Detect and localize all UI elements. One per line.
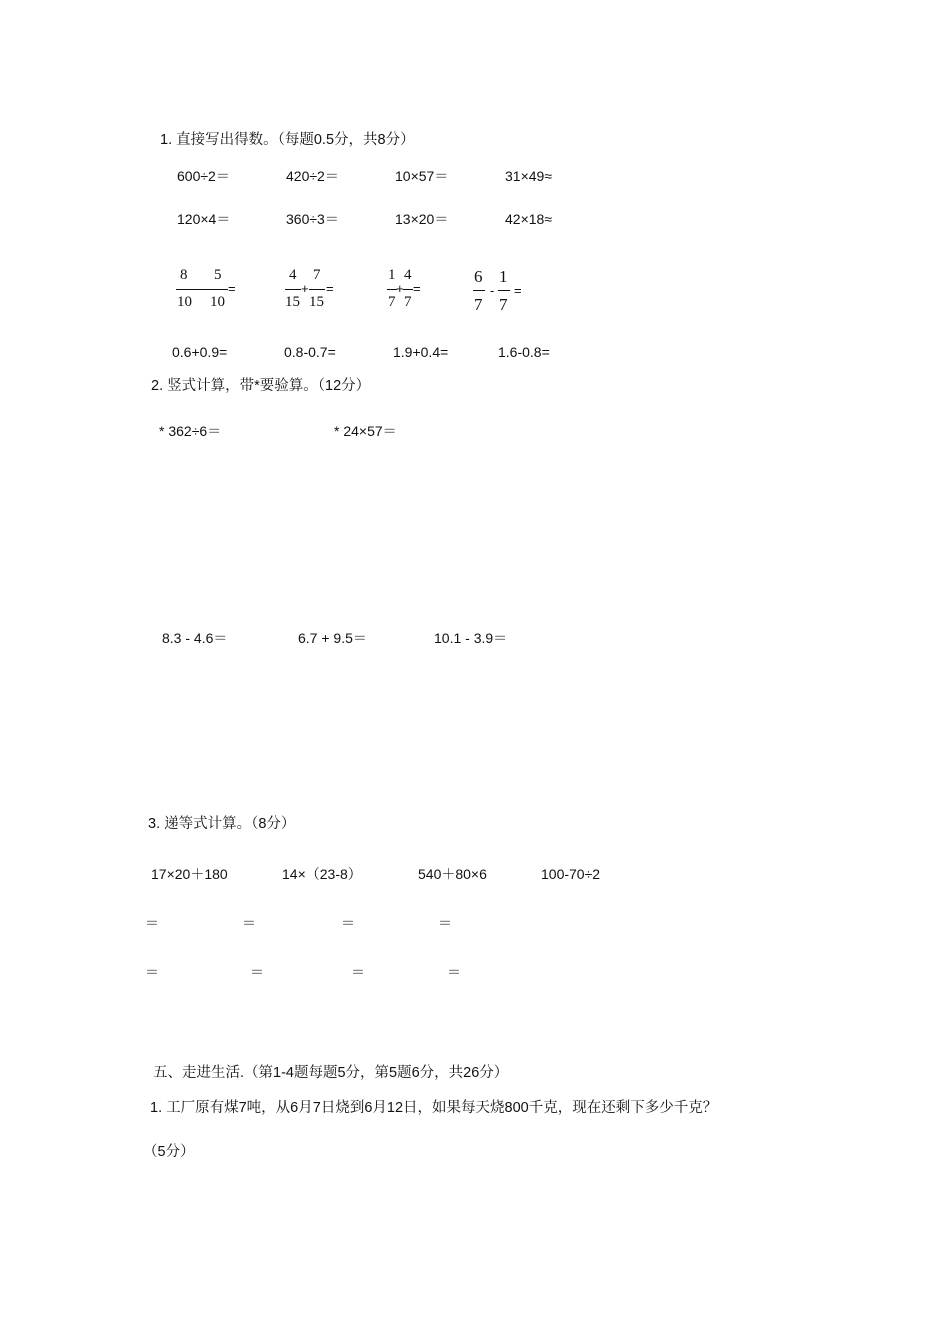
problem: 31×49≈ bbox=[505, 168, 553, 184]
numerator: 1 bbox=[499, 267, 508, 286]
problem: 0.8-0.7= bbox=[284, 344, 336, 360]
problem: * 362÷6＝ bbox=[159, 423, 222, 439]
word-problem-1-score: （5分） bbox=[143, 1144, 195, 1160]
problem: 420÷2＝ bbox=[286, 168, 339, 184]
expression: 100-70÷2 bbox=[541, 866, 601, 882]
problem: * 24×57＝ bbox=[334, 423, 397, 439]
numerator: 4 bbox=[404, 267, 412, 283]
equals-sign: ＝ bbox=[438, 915, 452, 931]
denominator: 15 bbox=[285, 294, 300, 310]
equals-sign: = bbox=[514, 283, 522, 298]
problem: 120×4＝ bbox=[177, 211, 231, 227]
numerator: 4 bbox=[289, 267, 297, 283]
equals-sign: = bbox=[326, 281, 334, 296]
equals-sign: ＝ bbox=[341, 915, 355, 931]
equals-sign: ＝ bbox=[351, 964, 365, 980]
equals-sign: ＝ bbox=[447, 964, 461, 980]
fraction-problem bbox=[284, 268, 354, 312]
equals-sign: = bbox=[228, 281, 236, 296]
section-2-heading: 2. 竖式计算，带*要验算。（12分） bbox=[151, 378, 371, 394]
denominator: 7 bbox=[474, 295, 483, 314]
problem: 13×20＝ bbox=[395, 211, 449, 227]
section-3-heading: 3. 递等式计算。（8分） bbox=[148, 816, 296, 832]
denominator: 10 bbox=[177, 294, 192, 310]
equals-sign: ＝ bbox=[145, 964, 159, 980]
operator: + bbox=[396, 281, 404, 296]
numerator: 5 bbox=[214, 267, 222, 283]
word-problem-1: 1. 工厂原有煤7吨，从6月7日烧到6月12日，如果每天烧800千克，现在还剩下多少千克？ bbox=[150, 1100, 718, 1116]
problem: 6.7 + 9.5＝ bbox=[298, 630, 367, 646]
numerator: 6 bbox=[474, 267, 483, 286]
problem: 8.3 - 4.6＝ bbox=[162, 630, 228, 646]
fraction-problem bbox=[472, 268, 532, 314]
denominator: 7 bbox=[404, 294, 412, 310]
expression: 17×20＋180 bbox=[151, 866, 228, 882]
expression: 540＋80×6 bbox=[418, 866, 487, 882]
problem: 1.9+0.4= bbox=[393, 344, 449, 360]
problem: 10.1 - 3.9＝ bbox=[434, 630, 508, 646]
problem: 0.6+0.9= bbox=[172, 344, 228, 360]
equals-sign: ＝ bbox=[250, 964, 264, 980]
denominator: 7 bbox=[499, 295, 508, 314]
equals-sign: = bbox=[413, 281, 421, 296]
section-1-heading: 1. 直接写出得数。（每题0.5分，共8分） bbox=[160, 132, 415, 148]
operator: + bbox=[301, 281, 309, 296]
numerator: 7 bbox=[313, 267, 321, 283]
problem: 360÷3＝ bbox=[286, 211, 339, 227]
fraction-problem bbox=[386, 268, 436, 312]
equals-sign: ＝ bbox=[145, 915, 159, 931]
fraction-problem bbox=[175, 268, 245, 312]
numerator: 8 bbox=[180, 267, 188, 283]
operator: - bbox=[490, 283, 495, 298]
problem: 10×57＝ bbox=[395, 168, 449, 184]
section-5-heading: 五、走进生活.（第1-4题每题5分，第5题6分，共26分） bbox=[153, 1065, 509, 1081]
numerator: 1 bbox=[388, 267, 396, 283]
problem: 42×18≈ bbox=[505, 211, 553, 227]
denominator: 10 bbox=[210, 294, 225, 310]
problem: 600÷2＝ bbox=[177, 168, 230, 184]
expression: 14×（23-8） bbox=[282, 866, 362, 882]
denominator: 15 bbox=[309, 294, 324, 310]
equals-sign: ＝ bbox=[242, 915, 256, 931]
problem: 1.6-0.8= bbox=[498, 344, 550, 360]
denominator: 7 bbox=[388, 294, 396, 310]
